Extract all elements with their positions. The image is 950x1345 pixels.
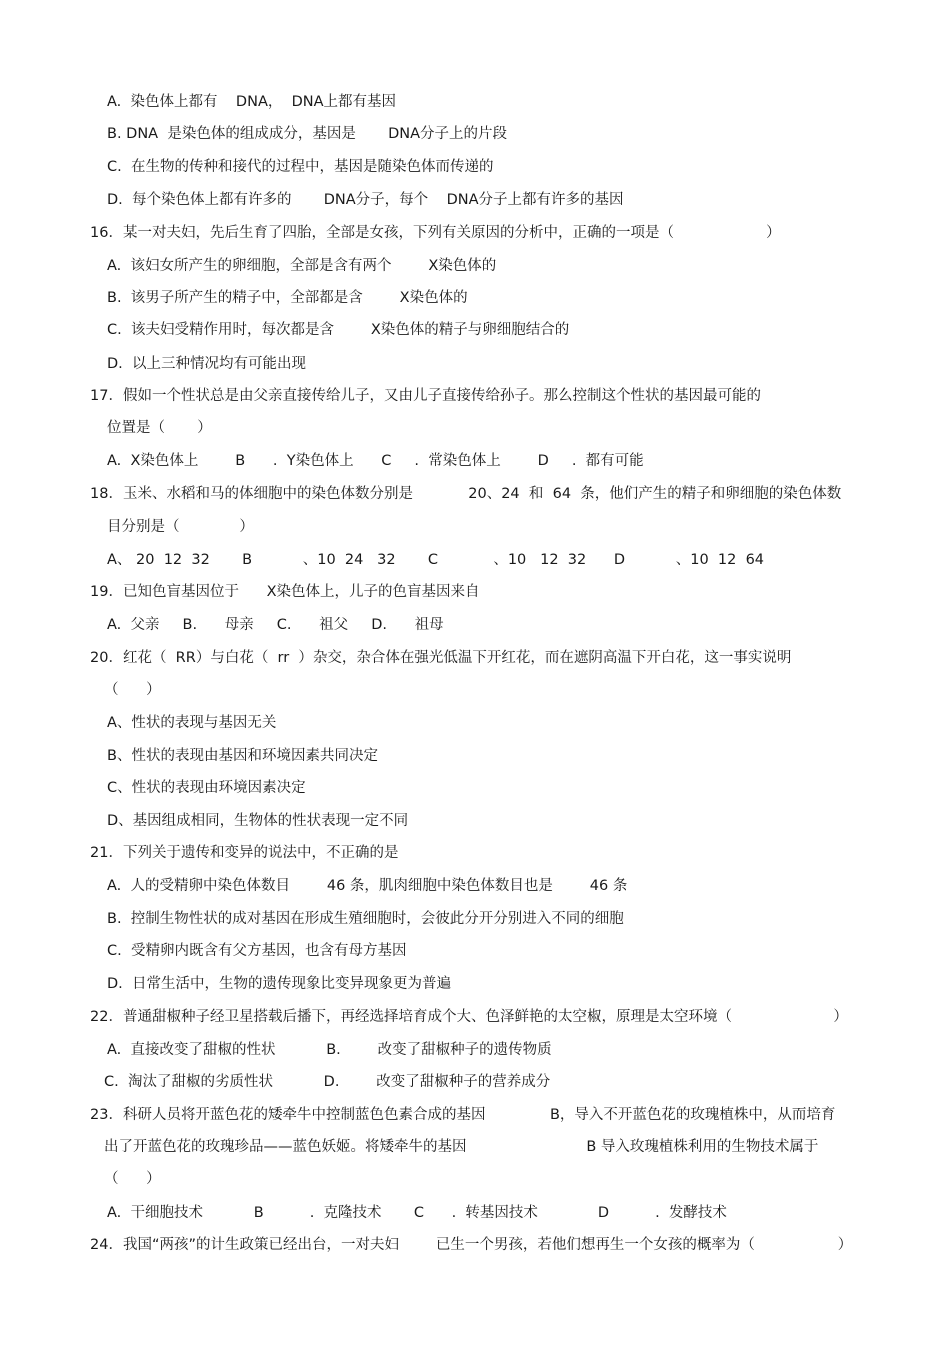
q23-stem: 23．科研人员将开蓝色花的矮牵牛中控制蓝色色素合成的基因 B，导入不开蓝色花的玫瑰植株中，从而培育 <box>90 1107 836 1123</box>
q15-option-c: C. 在生物的传种和接代的过程中，基因是随染色体而传递的 <box>107 159 494 175</box>
q20-option-c: C、性状的表现由环境因素决定 <box>107 780 306 796</box>
q15-option-a: A. 染色体上都有 DNA， DNA上都有基因 <box>107 94 397 110</box>
q20-stem-cont: （ ） <box>104 682 161 698</box>
q21-option-c: C. 受精卵内既含有父方基因，也含有母方基因 <box>107 943 407 959</box>
q22-stem: 22．普通甜椒种子经卫星搭载后播下，再经选择培育成个大、色泽鲜艳的太空椒，原理是太空环境（ ） <box>90 1009 848 1025</box>
q23-options: A. 干细胞技术 B . 克隆技术 C . 转基因技术 D . 发酵技术 <box>107 1205 727 1221</box>
q17-stem: 17．假如一个性状总是由父亲直接传给儿子，又由儿子直接传给孙子。那么控制这个性状的基因最可能的 <box>90 388 761 404</box>
q18-options: A、 20 12 32 B 、10 24 32 C 、10 12 32 D 、10 12 64 <box>107 552 765 568</box>
q16-option-d: D. 以上三种情况均有可能出现 <box>107 356 306 372</box>
q20-option-d: D、基因组成相同，生物体的性状表现一定不同 <box>107 813 409 829</box>
q16-option-a: A. 该妇女所产生的卵细胞，全部是含有两个 X染色体的 <box>107 258 497 274</box>
q22-options-cd: C. 淘汰了甜椒的劣质性状 D. 改变了甜椒种子的营养成分 <box>104 1074 551 1090</box>
q20-option-a: A、性状的表现与基因无关 <box>107 715 277 731</box>
q17-options: A. X染色体上 B . Y染色体上 C . 常染色体上 D . 都有可能 <box>107 453 644 469</box>
q16-option-b: B. 该男子所产生的精子中，全部都是含 X染色体的 <box>107 290 468 306</box>
q16-option-c: C. 该夫妇受精作用时，每次都是含 X染色体的精子与卵细胞结合的 <box>107 322 570 338</box>
q18-stem-cont: 目分别是（ ） <box>107 519 254 535</box>
q19-options: A. 父亲 B. 母亲 C. 祖父 D. 祖母 <box>107 617 444 633</box>
q23-stem-cont: 出了开蓝色花的玫瑰珍品——蓝色妖姬。将矮牵牛的基因 B 导入玫瑰植株利用的生物技术属于 <box>104 1139 819 1155</box>
q20-stem: 20．红花（ RR）与白花（ rr ）杂交，杂合体在强光低温下开红花，而在遮阴高温下开白花，这一事实说明 <box>90 650 792 666</box>
q21-option-b: B. 控制生物性状的成对基因在形成生殖细胞时，会彼此分开分别进入不同的细胞 <box>107 911 624 927</box>
q24-stem: 24．我国“两孩”的计生政策已经出台，一对夫妇 已生一个男孩，若他们想再生一个女孩的概率为（ ） <box>90 1237 853 1253</box>
q17-stem-cont: 位置是（ ） <box>107 420 212 436</box>
q16-stem: 16．某一对夫妇，先后生育了四胎，全部是女孩，下列有关原因的分析中，正确的一项是（ ） <box>90 225 781 241</box>
q15-option-b: B. DNA 是染色体的组成成分，基因是 DNA分子上的片段 <box>107 126 508 142</box>
q23-stem-paren: （ ） <box>104 1171 161 1187</box>
q22-options-ab: A. 直接改变了甜椒的性状 B. 改变了甜椒种子的遗传物质 <box>107 1042 552 1058</box>
q18-stem: 18．玉米、水稻和马的体细胞中的染色体数分别是 20、24 和 64 条，他们产生的精子和卵细胞的染色体数 <box>90 486 842 502</box>
q15-option-d: D. 每个染色体上都有许多的 DNA分子，每个 DNA分子上都有许多的基因 <box>107 192 624 208</box>
q20-option-b: B、性状的表现由基因和环境因素共同决定 <box>107 748 378 764</box>
q19-stem: 19．已知色盲基因位于 X染色体上，儿子的色盲基因来自 <box>90 584 480 600</box>
q21-option-a: A. 人的受精卵中染色体数目 46 条，肌肉细胞中染色体数目也是 46 条 <box>107 878 628 894</box>
q21-stem: 21．下列关于遗传和变异的说法中，不正确的是 <box>90 845 399 861</box>
q21-option-d: D. 日常生活中，生物的遗传现象比变异现象更为普遍 <box>107 976 451 992</box>
